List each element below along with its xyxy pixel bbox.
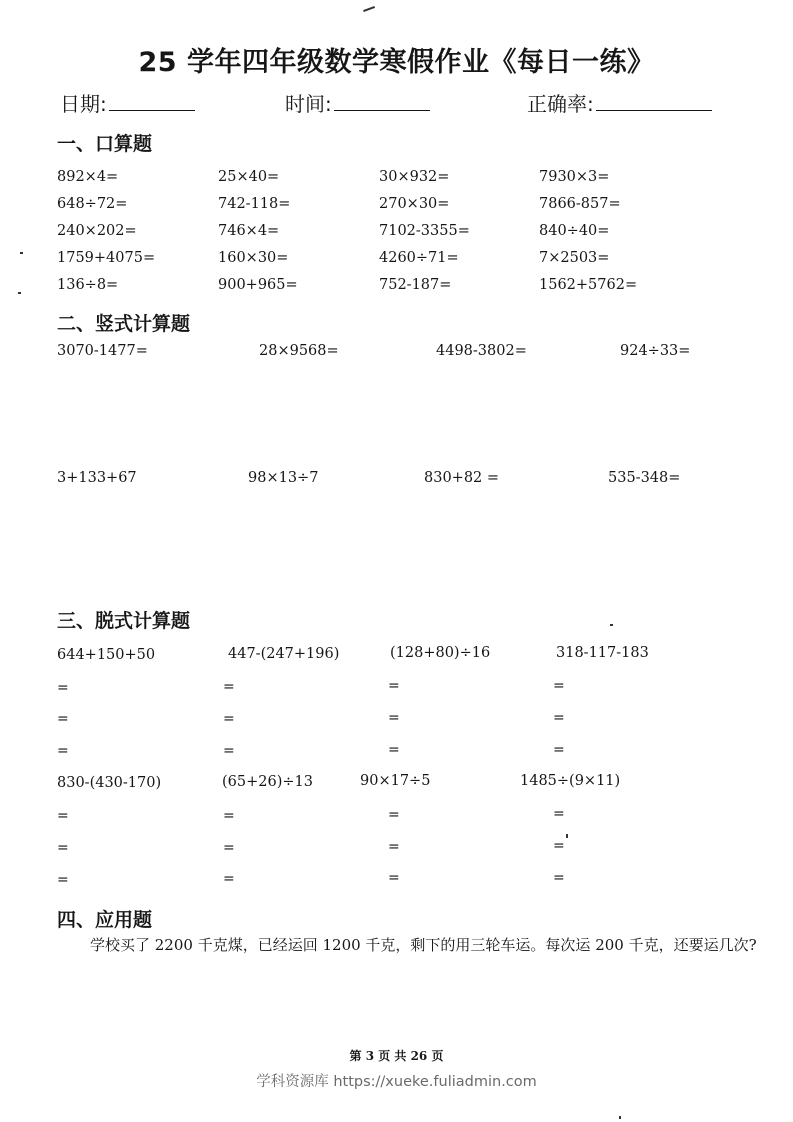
stepwise-question: (65+26)÷13 <box>222 774 313 790</box>
equals-sign: = <box>553 870 565 886</box>
oral-question: 900+965= <box>218 277 298 293</box>
equals-sign: = <box>553 838 565 854</box>
vertical-question: 98×13÷7 <box>248 470 319 486</box>
oral-question: 7102-3355= <box>379 223 470 239</box>
section-vertical-title: 二、竖式计算题 <box>57 313 191 335</box>
stepwise-question: 90×17÷5 <box>360 773 431 789</box>
stepwise-question: 644+150+50 <box>57 647 156 663</box>
equals-sign: = <box>553 710 565 726</box>
vertical-question: 830+82 = <box>424 470 500 486</box>
oral-question: 752-187= <box>379 277 452 293</box>
stepwise-question: 830-(430-170) <box>57 775 162 791</box>
worksheet-title: 25 学年四年级数学寒假作业《每日一练》 <box>138 47 655 78</box>
stepwise-question: (128+80)÷16 <box>390 645 491 661</box>
oral-question: 7866-857= <box>539 196 621 212</box>
scan-speck <box>566 834 568 838</box>
time-label: 时间: <box>285 92 332 116</box>
equals-sign: = <box>223 840 235 856</box>
scan-speck <box>18 292 21 294</box>
vertical-question: 28×9568= <box>259 343 339 359</box>
vertical-question: 3070-1477= <box>57 343 148 359</box>
equals-sign: = <box>57 743 69 759</box>
oral-question: 30×932= <box>379 169 450 185</box>
equals-sign: = <box>388 678 400 694</box>
oral-question: 4260÷71= <box>379 250 459 266</box>
time-blank <box>334 93 430 111</box>
oral-question: 648÷72= <box>57 196 128 212</box>
vertical-question: 4498-3802= <box>436 343 527 359</box>
equals-sign: = <box>553 806 565 822</box>
accuracy-field <box>527 88 712 117</box>
section-stepwise-title: 三、脱式计算题 <box>57 610 191 632</box>
equals-sign: = <box>388 839 400 855</box>
time-field <box>285 88 430 117</box>
equals-sign: = <box>57 840 69 856</box>
oral-question: 7930×3= <box>539 169 610 185</box>
oral-question: 25×40= <box>218 169 280 185</box>
equals-sign: = <box>57 680 69 696</box>
oral-question: 840÷40= <box>539 223 610 239</box>
equals-sign: = <box>223 871 235 887</box>
applied-problem-text: 学校买了 2200 千克煤，已经运回 1200 千克，剩下的用三轮车运。每次运 200 千克，还要运几次? <box>90 936 757 954</box>
scan-speck <box>619 1116 621 1119</box>
vertical-question: 924÷33= <box>620 343 691 359</box>
stepwise-question: 318-117-183 <box>556 645 649 661</box>
equals-sign: = <box>223 743 235 759</box>
equals-sign: = <box>57 711 69 727</box>
equals-sign: = <box>388 710 400 726</box>
date-label: 日期: <box>60 92 107 116</box>
accuracy-blank <box>596 93 712 111</box>
date-field <box>60 88 195 117</box>
watermark: 学科资源库 https://xueke.fuliadmin.com <box>256 1074 537 1090</box>
oral-question: 742-118= <box>218 196 291 212</box>
date-blank <box>109 93 195 111</box>
equals-sign: = <box>57 872 69 888</box>
oral-question: 1759+4075= <box>57 250 156 266</box>
equals-sign: = <box>223 808 235 824</box>
section-oral-title: 一、口算题 <box>57 133 153 155</box>
equals-sign: = <box>388 807 400 823</box>
accuracy-label: 正确率: <box>527 92 594 116</box>
oral-question: 240×202= <box>57 223 137 239</box>
vertical-question: 535-348= <box>608 470 681 486</box>
equals-sign: = <box>388 742 400 758</box>
equals-sign: = <box>223 679 235 695</box>
scan-speck <box>363 6 375 12</box>
oral-question: 270×30= <box>379 196 450 212</box>
oral-question: 7×2503= <box>539 250 610 266</box>
equals-sign: = <box>553 742 565 758</box>
equals-sign: = <box>553 678 565 694</box>
page-number: 第 3 页 共 26 页 <box>349 1049 444 1063</box>
stepwise-question: 447-(247+196) <box>228 646 340 662</box>
scan-speck <box>20 252 23 254</box>
equals-sign: = <box>388 870 400 886</box>
oral-question: 1562+5762= <box>539 277 638 293</box>
equals-sign: = <box>57 808 69 824</box>
section-applied-title: 四、应用题 <box>57 909 153 931</box>
vertical-question: 3+133+67 <box>57 470 137 486</box>
equals-sign: = <box>223 711 235 727</box>
oral-question: 160×30= <box>218 250 289 266</box>
oral-question: 136÷8= <box>57 277 119 293</box>
stepwise-question: 1485÷(9×11) <box>520 773 621 789</box>
scan-speck <box>610 624 613 626</box>
oral-question: 892×4= <box>57 169 119 185</box>
oral-question: 746×4= <box>218 223 280 239</box>
